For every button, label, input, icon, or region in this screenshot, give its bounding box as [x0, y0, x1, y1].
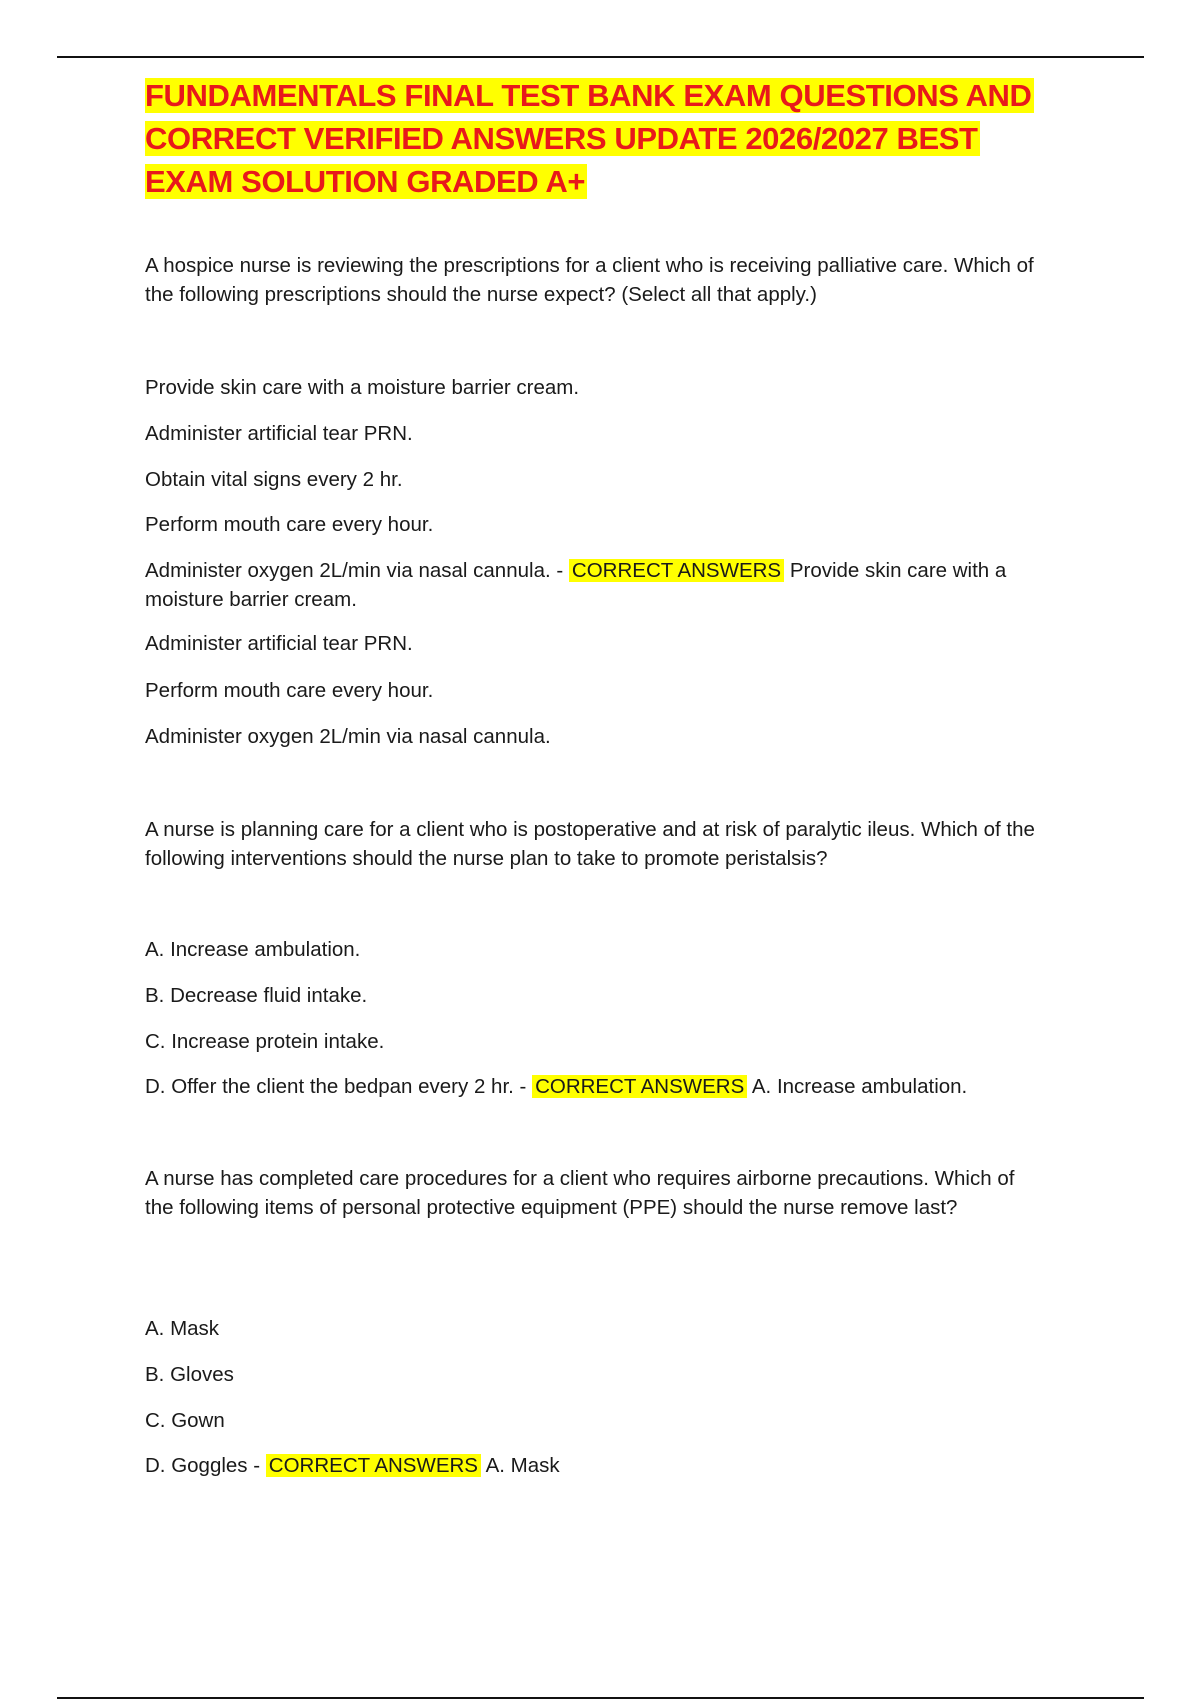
question-3-option-a: A. Mask: [145, 1317, 220, 1340]
question-1-option-3: Obtain vital signs every 2 hr.: [145, 468, 403, 491]
question-1-answer-3: Perform mouth care every hour.: [145, 679, 434, 702]
question-1-option-2: Administer artificial tear PRN.: [145, 422, 413, 445]
question-2-option-a: A. Increase ambulation.: [145, 938, 361, 961]
question-3-option-c: C. Gown: [145, 1409, 225, 1432]
document-title: [145, 74, 1045, 203]
question-3-answer-line: [145, 1451, 1045, 1480]
question-1-stem: A hospice nurse is reviewing the prescriptions for a client who is receiving palliative care. Which of the following prescriptions should the nurse expect? (Select all that apply.): [145, 254, 1034, 306]
question-1-answer-4: Administer oxygen 2L/min via nasal cannula.: [145, 725, 551, 748]
question-3-option-d: D. Goggles -: [145, 1454, 261, 1477]
question-2-answer: A. Increase ambulation.: [751, 1075, 968, 1098]
question-2-option-d: D. Offer the client the bedpan every 2 hr. -: [145, 1075, 527, 1098]
top-rule: [57, 56, 1144, 58]
question-2-stem: A nurse is planning care for a client who is postoperative and at risk of paralytic ileus. Which of the following interventions should the nurse plan to take to promote peristalsis?: [145, 818, 1035, 870]
question-3-answer: A. Mask: [485, 1454, 560, 1477]
question-1-answer-1: Provide skin care with a moisture barrier cream.: [145, 559, 1007, 611]
question-2-answer-line: [145, 1072, 1045, 1101]
question-1-answer-line: [145, 556, 1045, 614]
bottom-rule: [57, 1697, 1144, 1699]
question-3-stem: A nurse has completed care procedures for a client who requires airborne precautions. Which of the following items of personal protective equipment (PPE) should the nurse remove last?: [145, 1167, 1015, 1219]
question-3-option-b: B. Gloves: [145, 1363, 234, 1386]
correct-answers-badge: CORRECT ANSWERS: [532, 1075, 747, 1098]
question-1-answer-2: Administer artificial tear PRN.: [145, 632, 413, 655]
question-1-option-5: Administer oxygen 2L/min via nasal cannula. -: [145, 559, 564, 582]
question-2-option-b: B. Decrease fluid intake.: [145, 984, 368, 1007]
question-2-option-c: C. Increase protein intake.: [145, 1030, 385, 1053]
question-1-option-4: Perform mouth care every hour.: [145, 513, 434, 536]
question-1-option-1: Provide skin care with a moisture barrier cream.: [145, 376, 580, 399]
correct-answers-badge: CORRECT ANSWERS: [266, 1454, 481, 1477]
correct-answers-badge: CORRECT ANSWERS: [569, 559, 784, 582]
title-highlight: FUNDAMENTALS FINAL TEST BANK EXAM QUESTIONS AND CORRECT VERIFIED ANSWERS UPDATE 2026/2027 BEST EXAM SOLUTION GRADED A+: [145, 78, 1032, 199]
